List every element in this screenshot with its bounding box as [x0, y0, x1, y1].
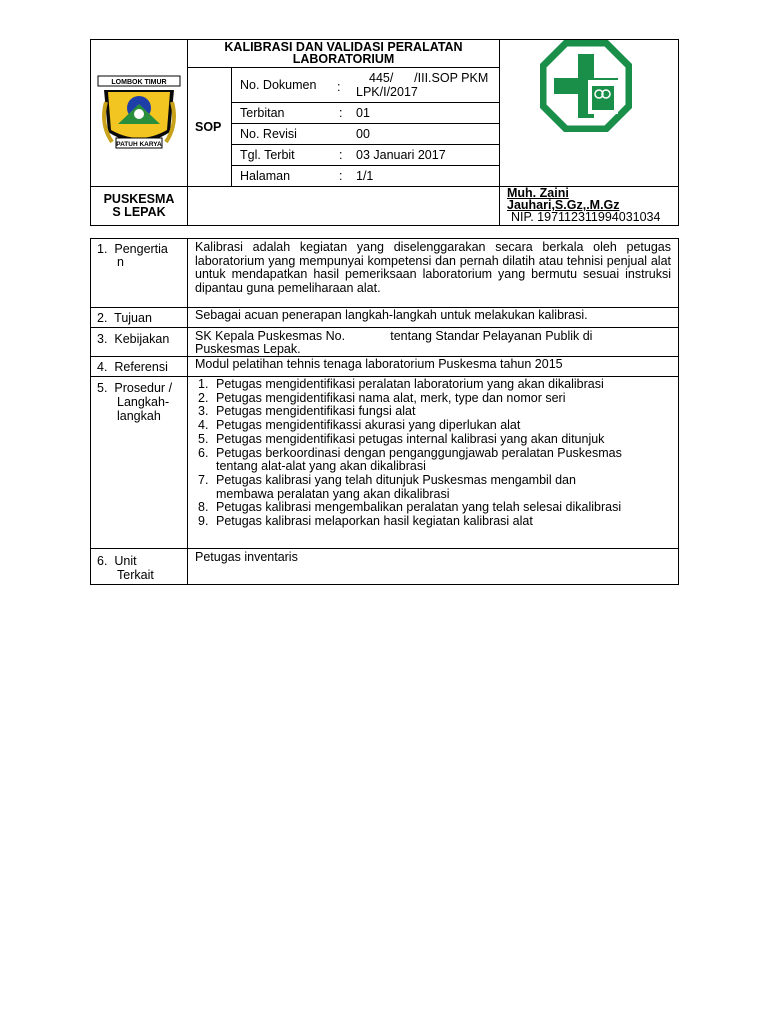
list-item: 6. Petugas berkoordinasi dengan penganggungjawab peralatan Puskesmas tentang alat-alat yang akan dikalibrasi	[198, 445, 622, 474]
list-item: 5. Petugas mengidentifikasi petugas internal kalibrasi yang akan ditunjuk	[198, 431, 605, 446]
list-item: 8. Petugas kalibrasi mengembalikan peralatan yang telah selesai dikalibrasi	[198, 500, 622, 515]
org-name-line2: S LEPAK	[112, 205, 166, 219]
list-item: 1. Petugas mengidentifikasi peralatan laboratorium yang akan dikalibrasi	[198, 377, 604, 391]
no-dokumen-value-line1: 445/ /III.SOP PKM	[369, 71, 489, 85]
document-title-line1: KALIBRASI DAN VALIDASI PERALATAN	[224, 40, 463, 54]
signer-name-line2: Jauhari,S.Gz,.M.Gz	[507, 198, 620, 212]
pengertian-label-line1: 1. Pengertia	[97, 242, 168, 256]
prosedur-label-line3: langkah	[117, 409, 161, 423]
pengertian-label-line2: n	[117, 255, 124, 269]
terbitan-value: 01	[356, 106, 370, 120]
no-revisi-value: 00	[356, 127, 370, 141]
tujuan-label: 2. Tujuan	[97, 311, 152, 325]
terbitan-colon: :	[339, 106, 343, 120]
org-name-line1: PUSKESMA	[103, 192, 175, 206]
signer-name-line1: Muh. Zaini	[507, 186, 569, 200]
tgl-terbit-label: Tgl. Terbit	[240, 148, 295, 162]
referensi-label: 4. Referensi	[97, 360, 168, 374]
kebijakan-text-line1: SK Kepala Puskesmas No. tentang Standar Pelayanan Publik di	[195, 329, 593, 343]
unit-terkait-text: Petugas inventaris	[195, 550, 298, 564]
regional-emblem-logo	[96, 74, 182, 160]
terbitan-label: Terbitan	[240, 106, 285, 120]
tgl-terbit-colon: :	[339, 148, 343, 162]
emblem-bottom-text: PATUH KARYA	[116, 141, 162, 148]
halaman-value: 1/1	[356, 169, 374, 183]
list-item: 4. Petugas mengidentifikassi akurasi yang diperlukan alat	[198, 418, 521, 433]
no-revisi-label: No. Revisi	[240, 127, 297, 141]
puskesmas-logo	[540, 40, 632, 132]
no-dokumen-label: No. Dokumen	[240, 78, 317, 92]
halaman-label: Halaman	[240, 169, 291, 183]
tgl-terbit-value: 03 Januari 2017	[356, 148, 446, 162]
unit-terkait-label-line1: 6. Unit	[97, 554, 137, 568]
kebijakan-label: 3. Kebijakan	[97, 332, 170, 346]
document-title-line2: LABORATORIUM	[292, 52, 395, 66]
list-item: 3. Petugas mengidentifikasi fungsi alat	[198, 404, 416, 419]
referensi-text: Modul pelatihan tehnis tenaga laboratorium Puskesma tahun 2015	[195, 357, 563, 371]
pengertian-text: Kalibrasi adalah kegiatan yang diselenggarakan secara berkala oleh petugas laboratorium yang mempunyai kompetensi dan pernah dilatih atau tehnisi penjual alat untuk mendapatkan hasil pemeriksaan laboratorium yang bermutu sesuai instruksi dipantau guna pemeliharaan alat.	[195, 240, 671, 295]
prosedur-steps-list	[198, 378, 676, 529]
signer-nip: NIP. 197112311994031034	[511, 210, 661, 224]
no-dokumen-colon: :	[337, 80, 341, 94]
halaman-colon: :	[339, 169, 343, 183]
list-item: 9. Petugas kalibrasi melaporkan hasil kegiatan kalibrasi alat	[198, 514, 533, 529]
emblem-top-text: LOMBOK TIMUR	[111, 79, 167, 86]
sop-label: SOP	[195, 120, 222, 134]
list-item: 2. Petugas mengidentifikasi nama alat, merk, type dan nomor seri	[198, 390, 566, 405]
tujuan-text: Sebagai acuan penerapan langkah-langkah untuk melakukan kalibrasi.	[195, 308, 588, 322]
no-dokumen-value-line2: LPK/I/2017	[356, 85, 418, 99]
list-item: 7. Petugas kalibrasi yang telah ditunjuk Puskesmas mengambil dan membawa peralatan yang akan dikalibrasi	[198, 472, 576, 501]
prosedur-label-line1: 5. Prosedur /	[97, 381, 173, 395]
prosedur-label-line2: Langkah-	[117, 395, 170, 409]
unit-terkait-label-line2: Terkait	[117, 568, 154, 582]
kebijakan-text-line2: Puskesmas Lepak.	[195, 342, 301, 356]
